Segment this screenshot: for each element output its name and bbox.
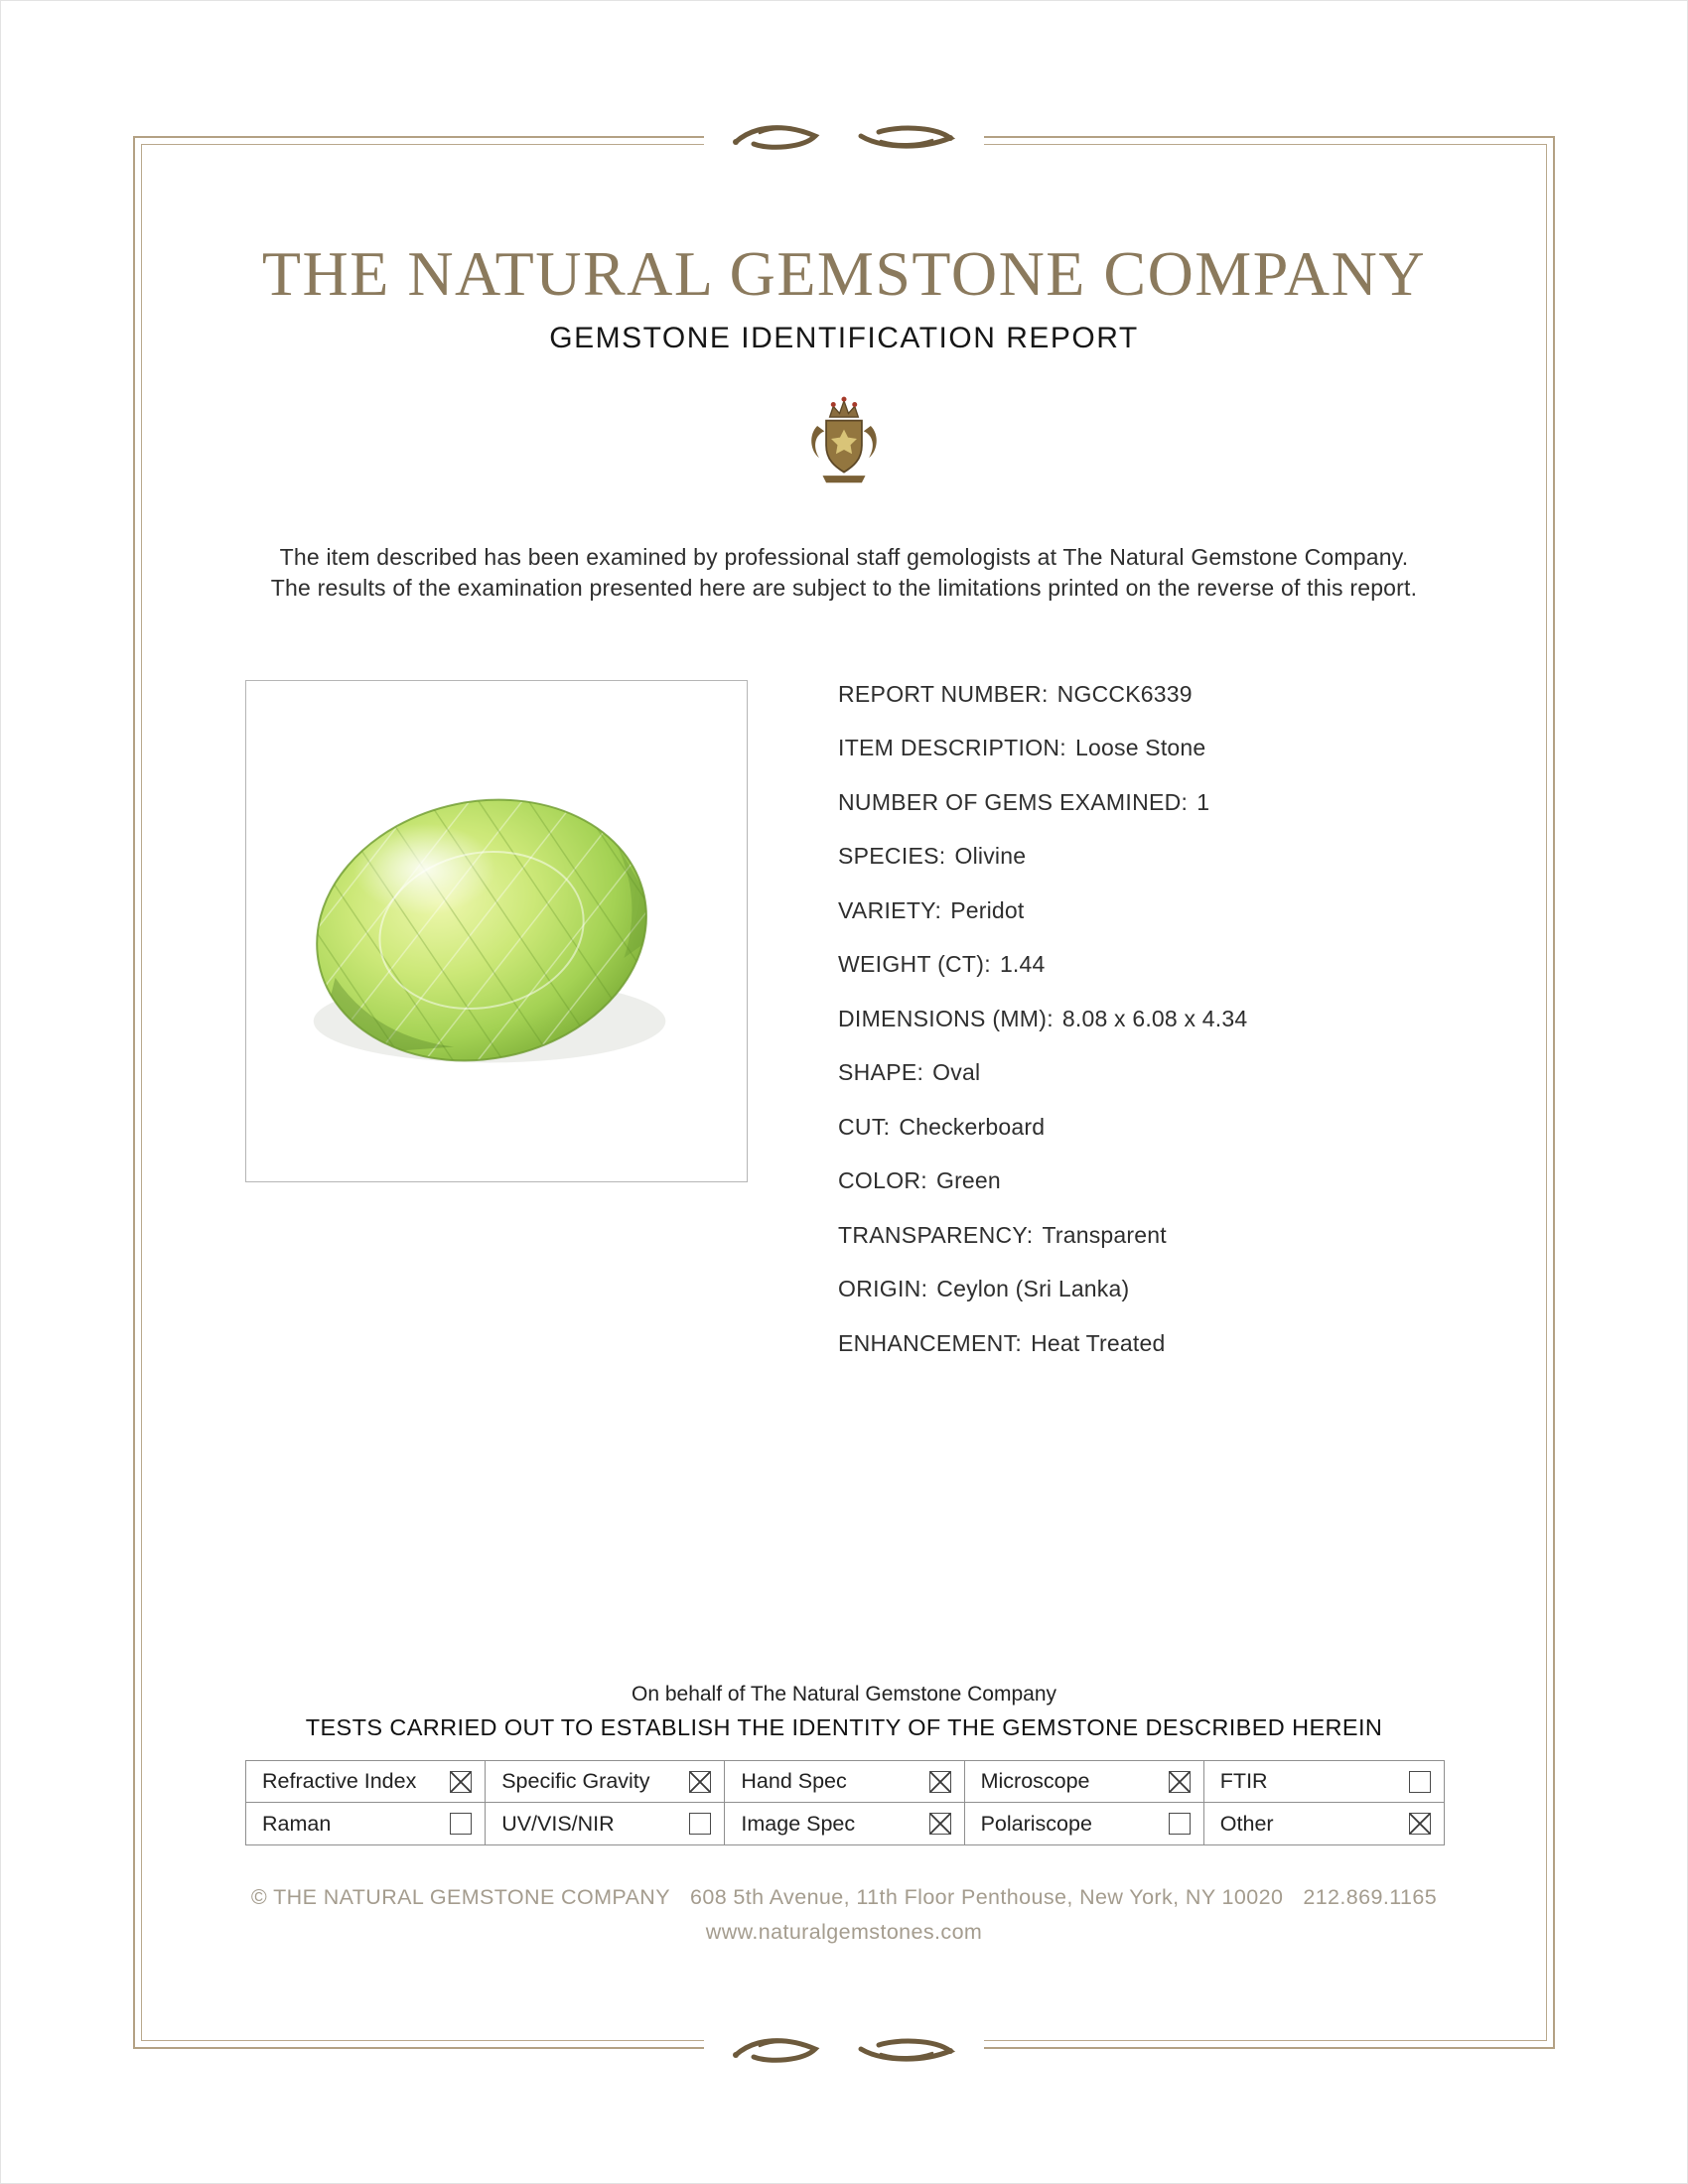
field-value: Ceylon (Sri Lanka): [936, 1276, 1130, 1302]
field-value: NGCCK6339: [1056, 680, 1193, 707]
company-name-title: THE NATURAL GEMSTONE COMPANY: [261, 238, 1427, 309]
footer-copyright: © THE NATURAL GEMSTONE COMPANY: [250, 1885, 670, 1909]
test-cell-uv-vis-nir: [486, 1803, 725, 1844]
report-field: [838, 1100, 1247, 1155]
field-label: REPORT NUMBER:: [838, 680, 1049, 707]
field-label: ITEM DESCRIPTION:: [838, 735, 1067, 761]
report-field: [838, 884, 1247, 938]
footer-address: 608 5th Avenue, 11th Floor Penthouse, New York, NY 10020: [689, 1885, 1284, 1909]
field-value: Olivine: [954, 843, 1027, 870]
field-value: Green: [935, 1167, 1001, 1194]
report-field: [838, 992, 1247, 1046]
field-label: SPECIES:: [838, 843, 946, 870]
report-fields: [838, 667, 1247, 1371]
report-field: [838, 1208, 1247, 1263]
checkbox-icon: [929, 1771, 951, 1793]
examination-statement: [1, 542, 1687, 604]
tests-heading: TESTS CARRIED OUT TO ESTABLISH THE IDENTITY OF THE GEMSTONE DESCRIBED HEREIN: [305, 1714, 1383, 1740]
examination-statement-line-1: The item described has been examined by professional staff gemologists at The Natural Gemstone Company.: [279, 544, 1409, 570]
field-value: Oval: [932, 1059, 981, 1086]
report-field: [838, 667, 1247, 722]
report-field: [838, 722, 1247, 776]
tests-table: [245, 1760, 1445, 1845]
field-value: 8.08 x 6.08 x 4.34: [1061, 1005, 1248, 1031]
field-label: COLOR:: [838, 1167, 927, 1194]
checkbox-icon: [929, 1813, 951, 1835]
checkbox-icon: [450, 1813, 472, 1835]
field-label: VARIETY:: [838, 896, 942, 923]
test-cell-specific-gravity: [486, 1761, 725, 1803]
field-label: NUMBER OF GEMS EXAMINED:: [838, 788, 1189, 815]
test-cell-raman: [246, 1803, 486, 1844]
field-label: TRANSPARENCY:: [838, 1221, 1034, 1248]
test-label: Other: [1219, 1811, 1274, 1836]
test-cell-polariscope: [965, 1803, 1204, 1844]
test-cell-other: [1204, 1803, 1444, 1844]
report-field: [838, 1155, 1247, 1209]
checkbox-icon: [1409, 1813, 1431, 1835]
test-label: Specific Gravity: [501, 1769, 650, 1793]
flourish-bottom-icon: [704, 2031, 984, 2071]
test-cell-ftir: [1204, 1761, 1444, 1803]
field-label: DIMENSIONS (MM):: [838, 1005, 1054, 1031]
test-cell-microscope: [965, 1761, 1204, 1803]
field-label: WEIGHT (CT):: [838, 951, 991, 978]
field-value: Transparent: [1042, 1221, 1167, 1248]
gemstone-photo: [245, 680, 748, 1182]
report-field: [838, 1046, 1247, 1101]
field-value: Checkerboard: [899, 1113, 1046, 1140]
field-value: 1.44: [999, 951, 1046, 978]
test-label: Raman: [262, 1811, 332, 1836]
field-value: Heat Treated: [1031, 1329, 1166, 1356]
checkbox-icon: [1169, 1771, 1191, 1793]
footer-contact: [1, 1885, 1687, 1910]
report-field: [838, 938, 1247, 993]
gemstone-image: [246, 681, 747, 1181]
company-crest-icon: [801, 390, 887, 495]
test-cell-refractive-index: [246, 1761, 486, 1803]
test-cell-image-spec: [725, 1803, 964, 1844]
report-field: [838, 1316, 1247, 1371]
test-label: Image Spec: [741, 1811, 856, 1836]
report-field: [838, 830, 1247, 885]
examination-statement-line-2: The results of the examination presented here are subject to the limitations printed on the reverse of this report.: [270, 575, 1418, 601]
test-label: UV/VIS/NIR: [501, 1811, 615, 1836]
test-cell-hand-spec: [725, 1761, 964, 1803]
field-label: SHAPE:: [838, 1059, 924, 1086]
test-label: Microscope: [980, 1769, 1090, 1793]
checkbox-icon: [689, 1813, 711, 1835]
on-behalf-text: On behalf of The Natural Gemstone Company: [631, 1683, 1056, 1706]
checkbox-icon: [689, 1771, 711, 1793]
report-title: GEMSTONE IDENTIFICATION REPORT: [549, 322, 1139, 354]
test-label: Polariscope: [980, 1811, 1092, 1836]
test-label: Hand Spec: [741, 1769, 847, 1793]
test-label: Refractive Index: [262, 1769, 417, 1793]
flourish-top-icon: [704, 118, 984, 158]
report-field: [838, 775, 1247, 830]
checkbox-icon: [450, 1771, 472, 1793]
test-label: FTIR: [1219, 1769, 1268, 1793]
report-field: [838, 1263, 1247, 1317]
field-value: 1: [1196, 788, 1210, 815]
field-value: Loose Stone: [1075, 735, 1206, 761]
footer-phone: 212.869.1165: [1303, 1885, 1438, 1909]
field-label: ENHANCEMENT:: [838, 1329, 1023, 1356]
field-value: Peridot: [950, 896, 1025, 923]
field-label: CUT:: [838, 1113, 891, 1140]
checkbox-icon: [1169, 1813, 1191, 1835]
checkbox-icon: [1409, 1771, 1431, 1793]
field-label: ORIGIN:: [838, 1276, 928, 1302]
footer-website: www.naturalgemstones.com: [705, 1920, 983, 1944]
